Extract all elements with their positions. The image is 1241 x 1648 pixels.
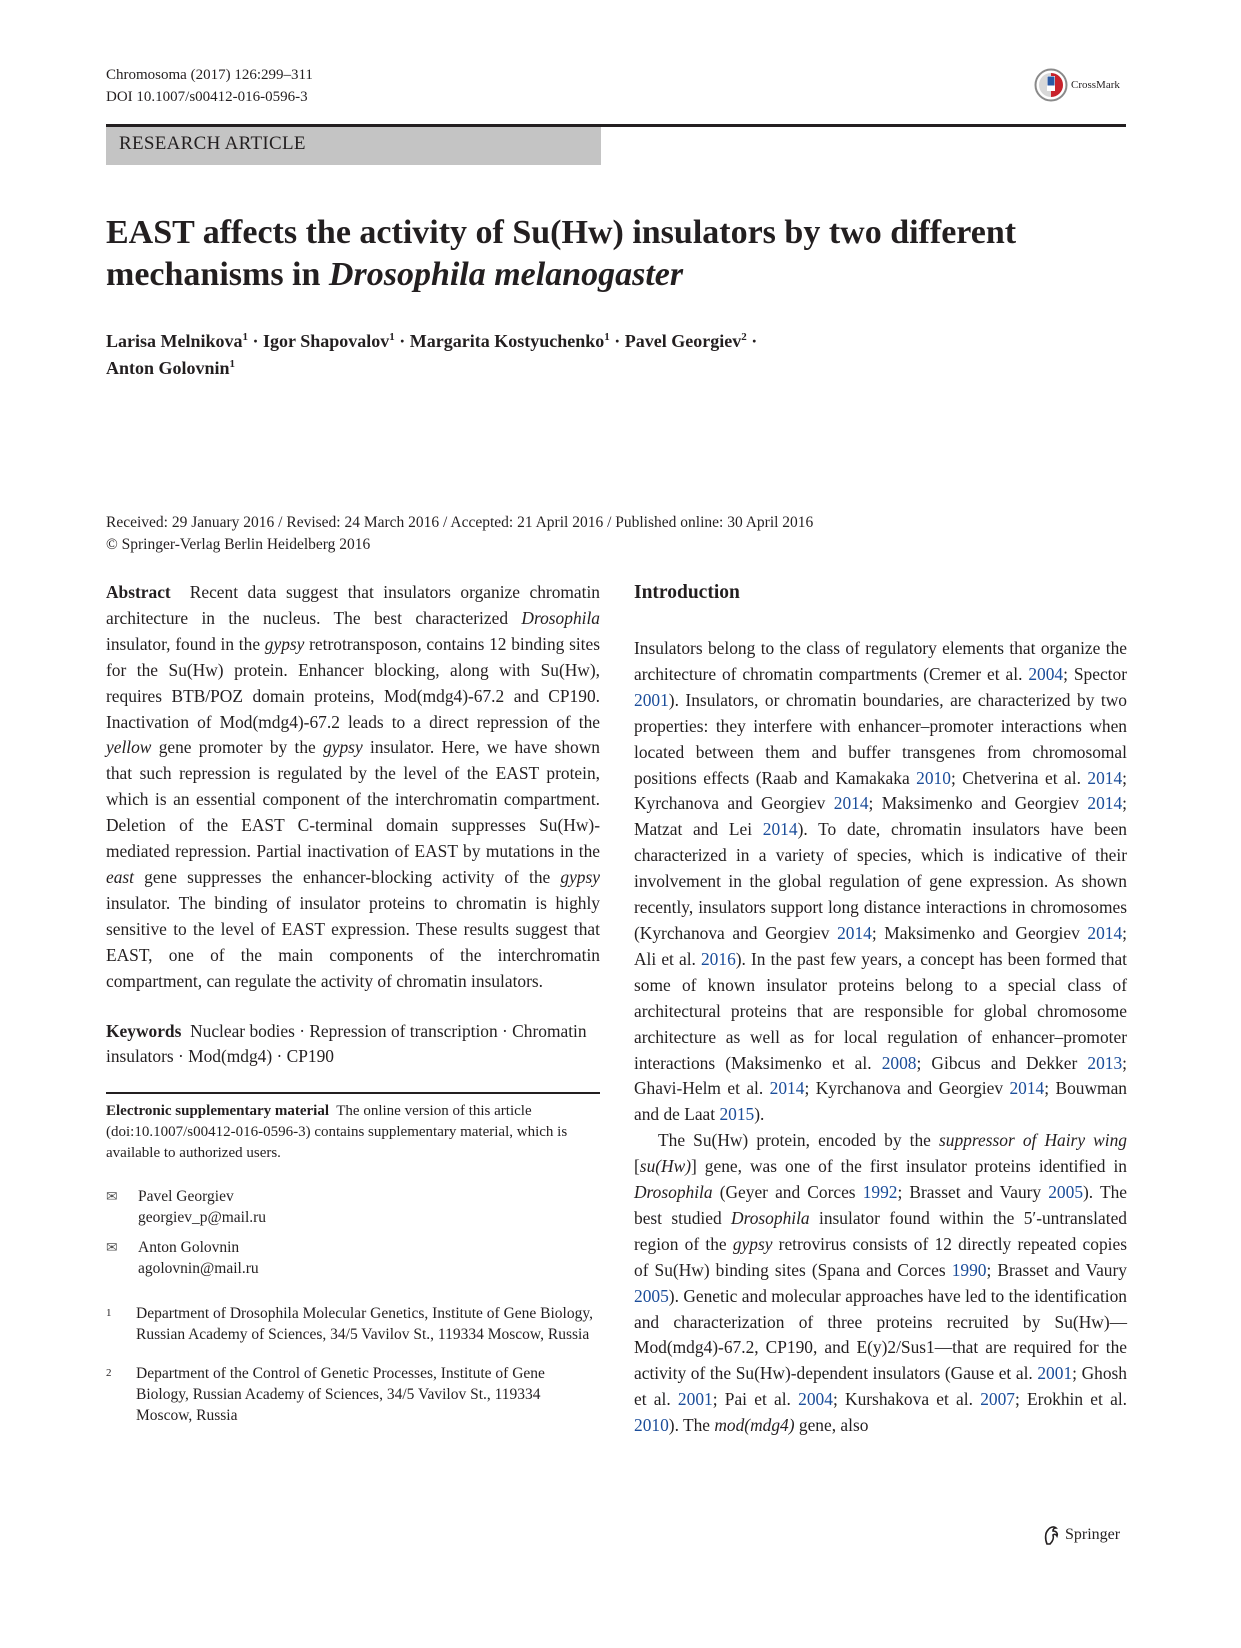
text-run: insulator, found in the [106,633,265,654]
contact-entry [106,1186,600,1228]
introduction-heading: Introduction [634,582,740,603]
text-run: ). Genetic and molecular approaches have led to the identification and characterization of three proteins recruited by Su(Hw)—Mod(mdg4)-67.2, CP190, and E(y)2/Sus1—that are required for the activity of the Su(Hw)-dependent insulators (Gause et al. [634,1285,1127,1384]
citation-link[interactable]: 2014 [837,922,872,943]
text-run: ; Pai et al. [712,1389,799,1410]
affiliation-number: 1 [106,1306,112,1319]
title-species: Drosophila melanogaster [328,256,684,293]
text-run: ; Kyrchanova and Georgiev [804,1078,1010,1099]
italic-term: east [106,866,135,887]
text-run: gene promoter by the [151,737,324,758]
journal-doi[interactable]: DOI 10.1007/s00412-016-0596-3 [106,89,308,105]
text-run: ). To date, chromatin insulators have been characterized in a variety of species, which is indicative of their involvement in the global regulation of gene expression. As shown recently, insulators support long distance interactions in chromosomes (Kyrchanova and Georgiev [634,819,1127,943]
contact-entry [106,1237,600,1279]
text-run: ). Insulators, or chromatin boundaries, are characterized by two properties: they interfere with enhancer–promoter interactions when located between them and buffer transgenes from chromosomal positions effects (Raab and Kamakaka [634,689,1127,788]
text-run: ; Chetverina et al. [950,767,1088,788]
publisher-logo [1041,1524,1120,1546]
affiliation [106,1303,600,1345]
citation-link[interactable]: 2014 [833,793,869,814]
author[interactable]: Igor Shapovalov$^1$ [263,331,395,351]
text-run: ). The [668,1415,715,1436]
citation-link[interactable]: 2010 [916,767,951,788]
italic-term: gypsy [560,866,600,887]
citation-link[interactable]: 2015 [719,1104,755,1125]
text-run: ). [754,1104,765,1125]
citation-link[interactable]: 2005 [634,1285,669,1306]
text-run: ; Bouwman and de Laat [634,1078,1127,1125]
copyright-line: © Springer-Verlag Berlin Heidelberg 2016 [106,536,371,553]
affiliation-number: 2 [106,1366,112,1379]
keywords-heading: Keywords [106,1020,182,1041]
article-title [106,212,1126,296]
citation-link[interactable]: 2014 [1009,1078,1045,1099]
citation-link[interactable]: 2007 [980,1389,1015,1410]
text-run: ; Gibcus and Dekker [916,1052,1088,1073]
text-run: retrovirus consists of 12 directly repeated copies of Su(Hw) binding sites (Spana and Corces [634,1233,1127,1280]
author-line-2 [106,355,1126,382]
citation-link[interactable]: 2010 [634,1415,669,1436]
envelope-icon: ✉ [106,1188,118,1205]
text-run: insulator. The binding of insulator proteins to chromatin is highly sensitive to the level of EAST expression. These results suggest that EAST, one of the main components of the interchromatin compartment, can regulate the activity of chromatin insulators. [106,892,600,991]
italic-term: Drosophila [634,1182,713,1203]
citation-link[interactable]: 2001 [634,689,669,710]
text-run: The Su(Hw) protein, encoded by the [658,1130,940,1151]
author[interactable]: Larisa Melnikova$^1$ [106,331,249,351]
text-run: Insulators belong to the class of regulatory elements that organize the architecture of chromatin compartments (Cremer et al. [634,638,1127,684]
contact-email[interactable]: georgiev_p@mail.ru [138,1208,267,1226]
citation-link[interactable]: 2001 [677,1389,713,1410]
text-run: ; Kurshakova et al. [832,1389,981,1410]
contact-name: Pavel Georgiev [138,1187,234,1205]
crossmark-badge[interactable] [1034,68,1120,102]
contact-email[interactable]: agolovnin@mail.ru [138,1259,259,1277]
journal-citation: Chromosoma (2017) 126:299–311 [106,67,313,83]
text-run: Recent data suggest that insulators organize chromatin architecture in the nucleus. The best characterized [106,582,600,628]
affiliation [106,1363,600,1426]
italic-term: Drosophila [731,1207,810,1228]
text-run: ; Spector [1063,663,1127,684]
history-dates [106,512,1126,556]
affiliation-text: Department of the Control of Genetic Processes, Institute of Gene Biology, Russian Academy of Sciences, 34/5 Vavilov St., 119334 Moscow, Russia [136,1364,545,1424]
abstract [106,580,600,995]
correspondence [106,1186,600,1279]
author-line-1: Larisa Melnikova$^1$ · Igor Shapovalov$^1$ · Margarita Kostyuchenko$^1$ · Pavel Georgiev$^2$ · [106,331,758,351]
citation-link[interactable]: 2001 [1037,1363,1073,1384]
text-run: ). The best studied [634,1182,1127,1228]
citation-link[interactable]: 2014 [769,1078,805,1099]
introduction-paragraph [634,1128,1127,1439]
italic-term: su(Hw) [639,1156,692,1177]
author[interactable]: Margarita Kostyuchenko$^1$ [409,331,610,351]
publisher-name: Springer [1065,1526,1121,1543]
author[interactable]: Anton Golovnin$^1$ [106,358,236,378]
text-run: ; Maksimenko and Georgiev [868,793,1088,814]
text-run: retrotransposon, contains 12 binding sites for the Su(Hw) protein. Enhancer blocking, along with Su(Hw), requires BTB/POZ domain proteins, Mod(mdg4)-67.2 and CP190. Inactivation of Mod(mdg4)-67.2 leads to a direct repression of the [106,633,601,732]
title-line-2 [106,254,1126,296]
text-run: gene, also [794,1415,869,1436]
keywords-text: Nuclear bodies · Repression of transcription · Chromatin insulators · Mod(mdg4) · CP190 [106,1020,587,1067]
introduction-body [634,636,1127,1439]
italic-term: gypsy [323,737,363,758]
citation-link[interactable]: 2004 [1028,663,1064,684]
text-run: [ [634,1156,640,1177]
italic-term: yellow [106,737,152,758]
text-run: ] gene, was one of the first insulator proteins identified in [691,1156,1127,1177]
text-run: ; Matzat and Lei [634,793,1128,840]
citation-link[interactable]: 2016 [700,948,736,969]
text-run: insulator. Here, we have shown that such repression is regulated by the level of the EAST protein, which is an essential component of the interchromatin compartment. Deletion of the EAST C-terminal domain suppresses Su(Hw)-mediated repression. Partial inactivation of EAST by mutations in the [106,737,601,862]
text-run: ; Ghavi-Helm et al. [634,1052,1127,1099]
springer-horse-icon [1041,1524,1061,1546]
esm-heading: Electronic supplementary material [106,1102,330,1119]
left-column [106,580,600,1426]
citation-link[interactable]: 1992 [862,1182,898,1203]
section-band [106,127,601,165]
citation-link[interactable]: 2014 [1087,767,1123,788]
text-run: ; Ghosh et al. [634,1363,1127,1410]
text-run: ; Kyrchanova and Georgiev [634,767,1128,814]
text-run: (Geyer and Corces [712,1182,863,1203]
italic-term: gypsy [264,633,305,654]
affiliation-text: Department of Drosophila Molecular Genetics, Institute of Gene Biology, Russian Academy of Sciences, 34/5 Vavilov St., 119334 Moscow, Russia [136,1304,593,1343]
received-dates: Received: 29 January 2016 / Revised: 24 March 2016 / Accepted: 21 April 2016 / Published online: 30 April 2016 [106,514,814,531]
title-line-1: EAST affects the activity of Su(Hw) insulators by two different [106,214,1017,251]
title-line-2-prefix: mechanisms in [106,256,329,293]
author-list [106,328,1126,382]
citation-link[interactable]: 2014 [1087,793,1123,814]
text-run: ; Erokhin et al. [1014,1389,1127,1410]
citation-link[interactable]: 2005 [1048,1182,1084,1203]
citation-link[interactable]: 2004 [798,1389,833,1410]
supplementary-note [106,1101,600,1164]
esm-text: The online version of this article (doi:10.1007/s00412-016-0596-3) contains supplementary material, which is available to authorized users. [106,1102,568,1161]
esm-rule [106,1092,600,1094]
abstract-heading: Abstract [106,582,171,602]
contact-name: Anton Golovnin [138,1238,240,1256]
crossmark-label: CrossMark [1071,79,1120,91]
text-run: ; Maksimenko and Georgiev [871,922,1088,943]
citation-link[interactable]: 2008 [881,1052,917,1073]
crossmark-logo-icon [1034,68,1068,102]
text-run: ; Brasset and Vaury [897,1182,1049,1203]
citation-link[interactable]: 1990 [951,1259,987,1280]
right-column [634,580,1127,1439]
citation-link[interactable]: 2014 [1087,922,1123,943]
text-run: ; Brasset and Vaury [986,1259,1127,1280]
citation-link[interactable]: 2013 [1087,1052,1123,1073]
italic-term: mod(mdg4) [714,1415,795,1436]
text-run: gene suppresses the enhancer-blocking activity of the [134,866,561,887]
keywords [106,1019,600,1071]
italic-term: suppressor of Hairy wing [939,1130,1127,1151]
text-run: ). In the past few years, a concept has been formed that some of known insulator proteins belong to a special class of architectural proteins that are responsible for global chromosome architecture as well as for local regulation of enhancer–promoter interactions (Maksimenko et al. [634,948,1127,1073]
envelope-icon: ✉ [106,1239,118,1256]
introduction-paragraph [634,636,1127,1128]
citation-link[interactable]: 2014 [762,819,798,840]
article-type-label: RESEARCH ARTICLE [119,133,306,154]
text-run: insulator found within the 5′-untranslated region of the [634,1207,1127,1254]
italic-term: Drosophila [521,607,600,628]
text-run: ; Ali et al. [634,922,1127,969]
author[interactable]: Pavel Georgiev$^2$ [624,331,747,351]
italic-term: gypsy [732,1233,773,1254]
